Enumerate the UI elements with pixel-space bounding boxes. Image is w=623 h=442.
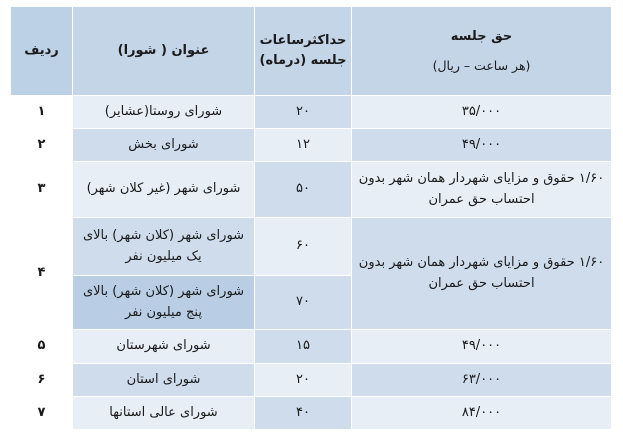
header-fee-main: حق جلسه bbox=[450, 28, 513, 44]
table-row bbox=[11, 397, 612, 430]
table-body bbox=[11, 96, 612, 430]
cell-title: شورای شهر (کلان شهر) بالای پنج میلیون نفر bbox=[73, 276, 255, 330]
cell-fee: ۱/۶۰ حقوق و مزایای شهردار همان شهر بدون احتساب حق عمران bbox=[352, 162, 612, 218]
cell-hours: ۱۲ bbox=[255, 129, 352, 162]
table-header bbox=[11, 7, 612, 96]
header-title: عنوان ( شورا) bbox=[73, 7, 255, 96]
header-fee bbox=[352, 7, 612, 96]
cell-hours: ۲۰ bbox=[255, 364, 352, 397]
cell-row-number: ۶ bbox=[11, 364, 73, 397]
cell-title: شورای بخش bbox=[73, 129, 255, 162]
table-row bbox=[11, 162, 612, 218]
cell-fee: ۳۵/۰۰۰ bbox=[352, 96, 612, 129]
header-row bbox=[11, 7, 612, 96]
cell-title: شورای شهر (کلان شهر) بالای یک میلیون نفر bbox=[73, 218, 255, 276]
council-meeting-fee-table bbox=[10, 6, 612, 430]
cell-row-number: ۷ bbox=[11, 397, 73, 430]
fee-table-container bbox=[11, 6, 612, 436]
cell-hours: ۵۰ bbox=[255, 162, 352, 218]
cell-title: شورای روستا(عشایر) bbox=[73, 96, 255, 129]
cell-row-number: ۴ bbox=[11, 218, 73, 330]
table-row bbox=[11, 129, 612, 162]
cell-row-number: ۵ bbox=[11, 330, 73, 364]
cell-title: شورای عالی استانها bbox=[73, 397, 255, 430]
table-row bbox=[11, 364, 612, 397]
cell-fee: ۴۹/۰۰۰ bbox=[352, 129, 612, 162]
cell-fee: ۸۴/۰۰۰ bbox=[352, 397, 612, 430]
cell-hours: ۶۰ bbox=[255, 218, 352, 276]
cell-fee: ۴۹/۰۰۰ bbox=[352, 330, 612, 364]
header-hours-line1: حداکثرساعات bbox=[259, 32, 347, 48]
cell-hours: ۷۰ bbox=[255, 276, 352, 330]
cell-row-number: ۱ bbox=[11, 96, 73, 129]
table-row bbox=[11, 218, 612, 276]
header-hours-line2: جلسه (درماه) bbox=[259, 53, 347, 68]
cell-title: شورای شهرستان bbox=[73, 330, 255, 364]
cell-hours: ۱۵ bbox=[255, 330, 352, 364]
table-row bbox=[11, 96, 612, 129]
cell-row-number: ۳ bbox=[11, 162, 73, 218]
cell-hours: ۲۰ bbox=[255, 96, 352, 129]
cell-title: شورای شهر (غیر کلان شهر) bbox=[73, 162, 255, 218]
cell-fee: ۱/۶۰ حقوق و مزایای شهردار همان شهر بدون احتساب حق عمران bbox=[352, 218, 612, 330]
table-row bbox=[11, 330, 612, 364]
cell-hours: ۴۰ bbox=[255, 397, 352, 430]
cell-fee: ۶۳/۰۰۰ bbox=[352, 364, 612, 397]
header-fee-sub: (هر ساعت – ریال) bbox=[432, 57, 531, 73]
cell-row-number: ۲ bbox=[11, 129, 73, 162]
header-hours bbox=[255, 7, 352, 96]
header-row-number: ردیف bbox=[11, 7, 73, 96]
cell-title: شورای استان bbox=[73, 364, 255, 397]
